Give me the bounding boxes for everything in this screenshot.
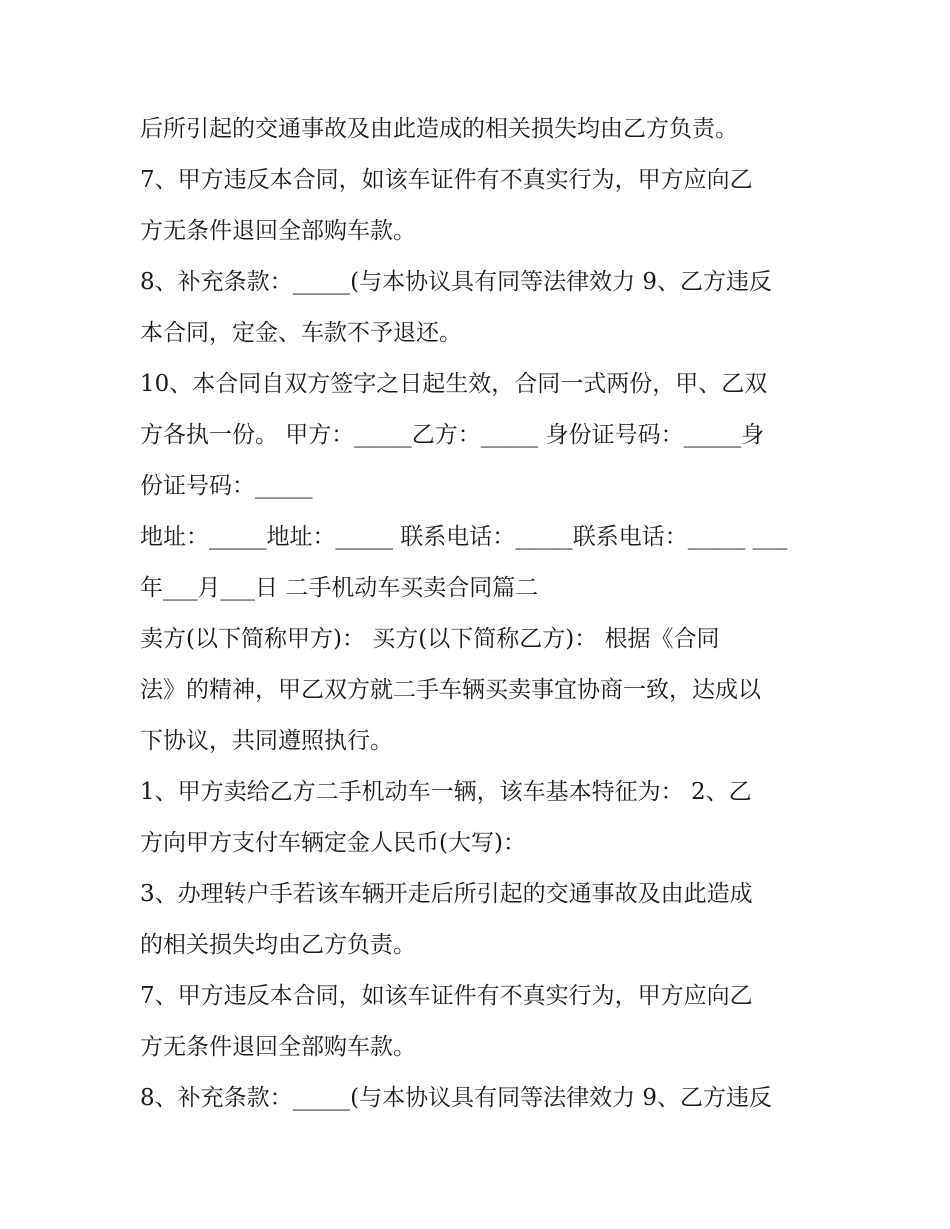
text-line: 年___月___日 二手机动车买卖合同篇二 xyxy=(140,575,539,601)
text-line: 方向甲方支付车辆定金人民币(大写)： xyxy=(140,830,526,856)
text-line: 方各执一份。 甲方：_____乙方：_____ 身份证号码：_____身 xyxy=(140,422,765,448)
text-line: 10、本合同自双方签字之日起生效，合同一式两份，甲、乙双 xyxy=(140,371,768,397)
text-line: 下协议，共同遵照执行。 xyxy=(140,728,393,754)
text-line: 地址：_____地址：_____ 联系电话：_____联系电话：_____ ___ xyxy=(140,524,788,550)
text-line: 本合同，定金、车款不予退还。 xyxy=(140,320,462,346)
text-line: 8、补充条款：_____(与本协议具有同等法律效力 9、乙方违反 xyxy=(140,269,773,295)
contract-text xyxy=(140,104,820,1124)
text-line: 的相关损失均由乙方负责。 xyxy=(140,932,416,958)
text-line: 1、甲方卖给乙方二手机动车一辆，该车基本特征为： 2、乙 xyxy=(140,779,752,805)
text-line: 法》的精神，甲乙双方就二手车辆买卖事宜协商一致，达成以 xyxy=(140,677,761,703)
text-line: 份证号码：_____ xyxy=(140,473,313,499)
text-line: 7、甲方违反本合同，如该车证件有不真实行为，甲方应向乙 xyxy=(140,983,753,1009)
text-line: 7、甲方违反本合同，如该车证件有不真实行为，甲方应向乙 xyxy=(140,167,753,193)
text-line: 方无条件退回全部购车款。 xyxy=(140,1034,416,1060)
text-line: 卖方(以下简称甲方)： 买方(以下简称乙方)： 根据《合同 xyxy=(140,626,720,652)
text-line: 方无条件退回全部购车款。 xyxy=(140,218,416,244)
text-line: 后所引起的交通事故及由此造成的相关损失均由乙方负责。 xyxy=(140,116,738,142)
text-line: 8、补充条款：_____(与本协议具有同等法律效力 9、乙方违反 xyxy=(140,1085,773,1111)
text-line: 3、办理转户手若该车辆开走后所引起的交通事故及由此造成 xyxy=(140,881,753,907)
